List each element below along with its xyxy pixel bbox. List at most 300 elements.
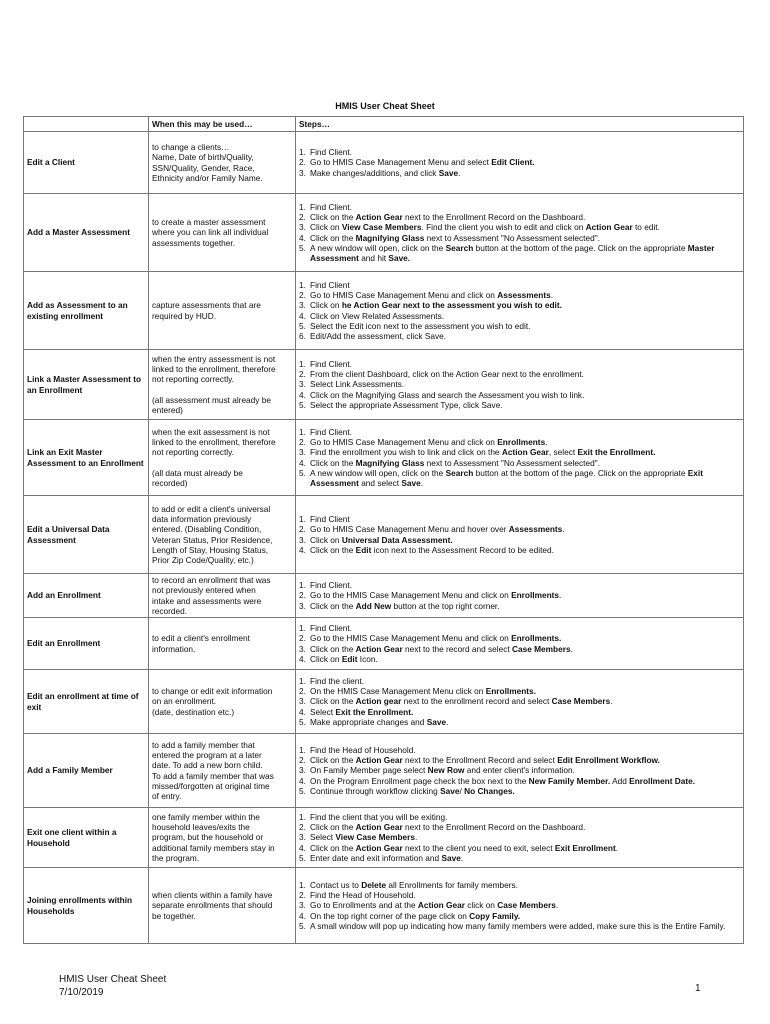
step-text-bold: View Case Members [335, 832, 416, 843]
step-text [310, 900, 558, 910]
when-line: when the entry assessment is not [152, 353, 276, 364]
step-number: 2. [299, 211, 306, 222]
step-text-bold: Case Members [497, 900, 556, 911]
step-text [310, 623, 352, 633]
step-text-segment: to edit. [632, 222, 660, 233]
step-text [310, 601, 500, 611]
when-line: household leaves/exits the [152, 822, 250, 833]
step-text-segment: Click on [310, 300, 342, 311]
step-number: 1. [299, 622, 306, 633]
step-item [299, 379, 740, 389]
step-number: 1. [299, 744, 306, 755]
when-line: Veteran Status, Prior Residence, [152, 534, 273, 545]
steps-list [299, 580, 740, 611]
step-text-segment: Find the enrollment you wish to link and click on the [310, 447, 502, 458]
step-text-segment: Go to Enrollments and at the [310, 900, 418, 911]
step-number: 1. [299, 147, 306, 158]
step-item [299, 911, 740, 921]
step-text-segment: Click on the [310, 457, 356, 468]
step-text-bold: Action Gear [355, 643, 403, 654]
when-line: (date, destination etc.) [152, 706, 235, 717]
step-text [310, 147, 352, 157]
when-line: assessments together. [152, 237, 236, 248]
step-item [299, 843, 740, 853]
step-text-bold: Magnifying Glass [355, 457, 425, 468]
step-text-segment: . [446, 716, 449, 727]
when-line: where you can link all individual [152, 227, 269, 238]
step-text-segment: Click on the Magnifying Glass and search the Assessment you wish to link. [310, 389, 585, 400]
header-row [24, 117, 744, 132]
step-text [310, 717, 448, 727]
table-row [24, 194, 744, 272]
when-cell [149, 868, 296, 944]
table-row [24, 350, 744, 420]
task-cell: Edit a Universal Data Assessment [24, 496, 149, 574]
when-cell [149, 618, 296, 670]
step-number: 3. [299, 379, 306, 390]
step-text-segment: Select the Edit icon next to the assessment you wish to edit. [310, 320, 531, 331]
step-text-bold: Search [445, 467, 474, 478]
step-item [299, 447, 740, 457]
step-text-segment: Icon. [357, 653, 378, 664]
step-number: 5. [299, 920, 306, 931]
step-text [310, 911, 520, 921]
step-text [310, 590, 561, 600]
step-number: 1. [299, 201, 306, 212]
step-text-segment: Find the Head of Household. [310, 744, 416, 755]
step-text [310, 832, 417, 842]
step-text-segment: . [458, 167, 461, 178]
footer-title: HMIS User Cheat Sheet [59, 974, 167, 985]
step-text-segment: . [550, 289, 554, 300]
step-text-segment: Click on the [310, 643, 356, 654]
step-item [299, 243, 740, 264]
step-item [299, 900, 740, 910]
when-line: to record an enrollment that was [152, 574, 271, 585]
step-text-segment: and hit [358, 253, 389, 264]
table-row [24, 132, 744, 194]
step-text [310, 458, 600, 468]
step-number: 5. [299, 716, 306, 727]
step-number: 1. [299, 811, 306, 822]
when-cell [149, 670, 296, 734]
step-number: 5. [299, 467, 306, 478]
step-item [299, 514, 740, 524]
step-number: 5. [299, 852, 306, 863]
step-number: 1. [299, 426, 306, 437]
step-number: 3. [299, 643, 306, 654]
step-item [299, 280, 740, 290]
task-cell: Link an Exit Master Assessment to an Enrollment [24, 420, 149, 496]
step-text [310, 755, 660, 765]
step-number: 1. [299, 580, 306, 591]
step-number: 2. [299, 590, 306, 601]
step-item [299, 300, 740, 310]
when-line: to add or edit a client's universal [152, 503, 271, 514]
step-text-bold: Add New [355, 600, 392, 611]
step-text [310, 853, 463, 863]
step-text-bold: Assessments [508, 524, 563, 535]
step-text-segment: Find Client. [310, 358, 352, 369]
cheat-sheet-table [23, 116, 744, 944]
step-text-segment: Find the client that you will be exiting. [310, 811, 448, 822]
header-when: When this may be used… [149, 117, 296, 132]
step-text [310, 786, 515, 796]
step-text-bold: Save [401, 478, 421, 489]
step-text-segment: , select [548, 447, 578, 458]
step-text [310, 447, 655, 457]
step-text-bold: Case Members [512, 643, 571, 654]
step-item [299, 601, 740, 611]
when-line: to create a master assessment [152, 217, 266, 228]
when-line: not reporting correctly. [152, 447, 234, 458]
when-line: to change a clients… [152, 141, 230, 152]
step-text [310, 437, 548, 447]
step-item [299, 545, 740, 555]
step-text [310, 369, 584, 379]
when-line: entered) [152, 404, 183, 415]
step-text-segment: . [615, 842, 619, 853]
step-text [310, 812, 447, 822]
step-text-segment: Select [310, 832, 336, 843]
step-text-segment: Click on the [310, 822, 356, 833]
step-text [310, 321, 530, 331]
steps-list [299, 676, 740, 727]
step-text [310, 280, 350, 290]
step-text [310, 243, 740, 264]
step-item [299, 311, 740, 321]
step-text [310, 331, 446, 341]
step-text-segment: Go to the HMIS Case Management Menu and click on [310, 590, 512, 601]
step-text [310, 921, 725, 931]
step-item [299, 745, 740, 755]
step-number: 5. [299, 785, 306, 796]
step-text-bold: Action Gear [501, 447, 549, 458]
step-text [310, 765, 575, 775]
steps-cell [296, 808, 744, 868]
step-text-segment: Click on View Related Assessments. [310, 310, 445, 321]
steps-list [299, 812, 740, 863]
step-item [299, 776, 740, 786]
table-row [24, 670, 744, 734]
step-item [299, 359, 740, 369]
step-text [310, 390, 584, 400]
step-text-segment: . [562, 524, 565, 535]
when-line: be together. [152, 910, 196, 921]
when-line: additional family members stay in [152, 842, 275, 853]
step-text [310, 686, 536, 696]
task-cell: Exit one client within a Household [24, 808, 149, 868]
step-text [310, 222, 660, 232]
step-number: 4. [299, 842, 306, 853]
step-text-segment: Go to HMIS Case Management Menu and hover over [310, 524, 509, 535]
step-item [299, 147, 740, 157]
step-item [299, 676, 740, 686]
step-number: 5. [299, 399, 306, 410]
step-text-bold: Save [438, 167, 459, 178]
step-text [310, 427, 352, 437]
step-text-segment: next to the record and select [402, 643, 512, 654]
step-text-segment: next to Assessment "No Assessment selected". [424, 457, 600, 468]
step-number: 3. [299, 600, 306, 611]
task-cell: Add a Master Assessment [24, 194, 149, 272]
step-text-segment: button at the top right corner. [391, 600, 500, 611]
task-cell: Edit an enrollment at time of exit [24, 670, 149, 734]
step-text-bold: Save [441, 852, 461, 863]
step-text [310, 468, 740, 489]
steps-list [299, 359, 740, 410]
step-text-segment: A small window will pop up indicating how many family members were added, make sure this is the Entire Family. [310, 920, 726, 931]
step-number: 3. [299, 765, 306, 776]
step-number: 2. [299, 633, 306, 644]
step-item [299, 654, 740, 664]
when-cell [149, 808, 296, 868]
when-line: linked to the enrollment, therefore [152, 364, 276, 375]
step-text-bold: Master Assessment [310, 242, 715, 264]
footer-date: 7/10/2019 [59, 987, 104, 998]
step-text-segment: Find Client. [310, 580, 352, 591]
step-text-segment: Select [310, 706, 336, 717]
step-item [299, 644, 740, 654]
step-item [299, 755, 740, 765]
when-cell [149, 574, 296, 618]
step-item [299, 468, 740, 489]
step-text [310, 696, 613, 706]
step-text-segment: Click on the [310, 696, 356, 707]
step-text-bold: Enrollments [497, 436, 546, 447]
step-number: 3. [299, 900, 306, 911]
step-text-bold: Action gear [355, 696, 402, 707]
steps-cell [296, 670, 744, 734]
steps-list [299, 427, 740, 489]
step-item [299, 786, 740, 796]
when-cell [149, 420, 296, 496]
page-number: 1 [695, 983, 701, 994]
step-item [299, 212, 740, 222]
step-item [299, 168, 740, 178]
step-text-segment: Find Client. [310, 622, 352, 633]
steps-cell [296, 868, 744, 944]
when-line: Name, Date of birth/Quality, [152, 152, 254, 163]
step-text-segment: Find the Head of Household. [310, 890, 416, 901]
step-number: 2. [299, 822, 306, 833]
step-number: 4. [299, 544, 306, 555]
steps-cell [296, 496, 744, 574]
step-number: 2. [299, 524, 306, 535]
steps-list [299, 623, 740, 664]
step-text-bold: View Case Members [341, 222, 422, 233]
step-text-segment: next to the Enrollment Record and select [402, 755, 558, 766]
step-text-segment: Click on the [310, 544, 356, 555]
step-number: 2. [299, 436, 306, 447]
step-number: 5. [299, 320, 306, 331]
step-text-segment: On the Program Enrollment page check the box next to the [310, 775, 529, 786]
table-row [24, 574, 744, 618]
task-cell: Link a Master Assessment to an Enrollment [24, 350, 149, 420]
step-number: 3. [299, 534, 306, 545]
steps-cell [296, 618, 744, 670]
when-line: entered the program at a later [152, 749, 262, 760]
step-text-bold: Enrollment Date. [629, 775, 696, 786]
when-line: recorded) [152, 477, 188, 488]
step-text-bold: Enrollments. [485, 686, 536, 697]
step-text-segment: Select the appropriate Assessment Type, click Save. [310, 399, 503, 410]
step-item [299, 832, 740, 842]
when-line: on an enrollment. [152, 696, 217, 707]
step-number: 3. [299, 300, 306, 311]
step-text [310, 633, 561, 643]
step-text [310, 707, 413, 717]
when-line: intake and assessments were [152, 595, 262, 606]
step-text-bold: Exit the Enrollment. [335, 706, 414, 717]
step-text-bold: Action Gear [417, 900, 465, 911]
step-text-segment: . [559, 590, 562, 601]
when-line: not previously entered when [152, 585, 256, 596]
step-text-segment: / [459, 785, 465, 796]
step-text [310, 880, 518, 890]
step-text-bold: Exit the Enrollment. [577, 447, 656, 458]
when-line: of entry. [152, 791, 182, 802]
step-text-segment: Edit/Add the assessment, click Save. [310, 331, 447, 342]
step-number: 2. [299, 157, 306, 168]
step-text-segment: next to Assessment "No Assessment selected". [424, 232, 600, 243]
step-text-segment: On the HMIS Case Management Menu click on [310, 686, 486, 697]
task-cell: Add a Family Member [24, 734, 149, 808]
step-text-bold: Enrollments. [511, 633, 562, 644]
step-text-segment: Click on the [310, 211, 356, 222]
step-item [299, 765, 740, 775]
step-number: 4. [299, 910, 306, 921]
step-text-segment: Make appropriate changes and [310, 716, 427, 727]
step-number: 3. [299, 447, 306, 458]
table-row [24, 618, 744, 670]
table-row [24, 272, 744, 350]
step-text-segment: Enter date and exit information and [310, 852, 442, 863]
step-text [310, 524, 565, 534]
step-text-segment: From the client Dashboard, click on the Action Gear next to the enrollment. [310, 369, 584, 380]
step-text-bold: New Family Member. [528, 775, 611, 786]
step-number: 1. [299, 358, 306, 369]
when-line: data information previously [152, 513, 252, 524]
step-item [299, 590, 740, 600]
step-text-segment: Go to HMIS Case Management Menu and click on [310, 289, 498, 300]
task-cell: Add as Assessment to an existing enrollment [24, 272, 149, 350]
step-text [310, 822, 585, 832]
step-number: 4. [299, 232, 306, 243]
step-text-bold: Edit Client. [491, 157, 535, 168]
when-line: to edit a client's enrollment [152, 633, 250, 644]
when-line: missed/forgotten at original time [152, 780, 270, 791]
document-title: HMIS User Cheat Sheet [335, 101, 435, 111]
when-line: linked to the enrollment, therefore [152, 437, 276, 448]
step-item [299, 369, 740, 379]
step-number: 1. [299, 675, 306, 686]
step-item [299, 437, 740, 447]
step-text-segment: icon next to the Assessment Record to be edited. [371, 544, 554, 555]
step-text-segment: Find Client [310, 513, 350, 524]
step-item [299, 822, 740, 832]
step-text [310, 843, 618, 853]
step-number: 4. [299, 310, 306, 321]
when-line: when the exit assessment is not [152, 426, 270, 437]
step-text-segment: next to the Enrollment Record on the Dashboard. [402, 822, 586, 833]
step-text [310, 644, 573, 654]
when-line: Prior Zip Code/Quality, etc.) [152, 555, 254, 566]
step-text-bold: Delete [361, 879, 387, 890]
step-text [310, 676, 364, 686]
step-text-segment: On the top right corner of the page click on [310, 910, 470, 921]
step-text-segment: Click on the [310, 232, 356, 243]
step-text [310, 745, 416, 755]
task-cell: Add an Enrollment [24, 574, 149, 618]
step-text-bold: Action Gear [355, 822, 403, 833]
step-text [310, 168, 460, 178]
step-item [299, 853, 740, 863]
step-number: 4. [299, 653, 306, 664]
step-text-segment: Select Link Assessments. [310, 379, 405, 390]
table-row [24, 420, 744, 496]
steps-list [299, 514, 740, 555]
when-cell [149, 350, 296, 420]
step-number: 4. [299, 457, 306, 468]
when-line: to change or edit exit information [152, 686, 273, 697]
step-text-segment: A new window will open, click on the [310, 467, 446, 478]
step-text-segment: Find Client. [310, 147, 352, 158]
step-number: 4. [299, 389, 306, 400]
steps-cell [296, 194, 744, 272]
when-line: entered. (Disabling Condition, [152, 524, 262, 535]
when-line [152, 458, 292, 468]
step-item [299, 233, 740, 243]
when-line: recorded. [152, 605, 188, 616]
step-text-segment: Find Client. [310, 201, 352, 212]
step-text-bold: Search [445, 242, 474, 253]
steps-cell [296, 272, 744, 350]
step-number: 1. [299, 513, 306, 524]
step-text-segment: . [545, 436, 548, 447]
step-text-segment: Continue through workflow clicking [310, 785, 441, 796]
table-row [24, 496, 744, 574]
step-text-bold: Exit Assessment [310, 467, 703, 489]
step-item [299, 707, 740, 717]
step-number: 6. [299, 331, 306, 342]
step-text [310, 359, 352, 369]
step-text [310, 400, 503, 410]
step-text-bold: Assessments [497, 289, 551, 300]
step-text-segment: Go to HMIS Case Management Menu and click on [310, 436, 498, 447]
task-cell: Joining enrollments within Households [24, 868, 149, 944]
step-item [299, 458, 740, 468]
step-text [310, 580, 352, 590]
step-text-bold: Universal Data Assessment. [341, 534, 453, 545]
step-number: 3. [299, 832, 306, 843]
step-item [299, 331, 740, 341]
when-line: the program. [152, 852, 200, 863]
step-item [299, 880, 740, 890]
step-text-segment: . [570, 643, 573, 654]
step-text-segment: Click on the [310, 600, 356, 611]
step-text-bold: Edit [341, 653, 358, 664]
when-line: to add a family member that [152, 739, 255, 750]
table-row [24, 808, 744, 868]
step-text-segment: button at the bottom of the page. Click on the appropriate [473, 467, 688, 478]
step-text-segment: and enter client's information. [464, 765, 575, 776]
when-line: when clients within a family have [152, 890, 273, 901]
step-text [310, 202, 352, 212]
step-text-bold: Enrollments [511, 590, 560, 601]
table-body [24, 132, 744, 944]
table-row [24, 734, 744, 808]
